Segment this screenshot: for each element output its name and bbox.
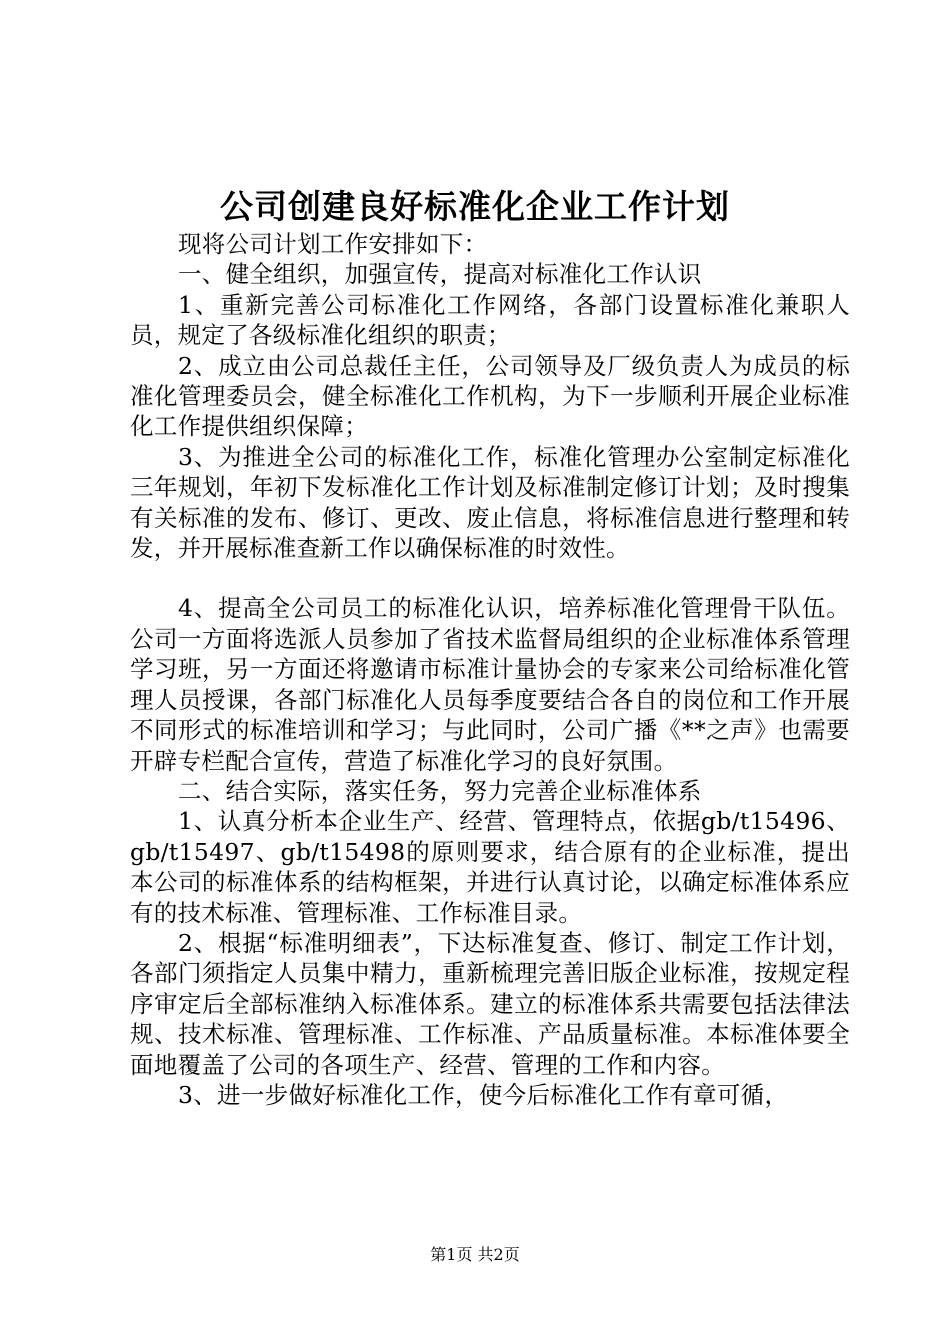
paragraph-1-1: 1、重新完善公司标准化工作网络，各部门设置标准化兼职人员，规定了各级标准化组织的职责； (130, 290, 850, 350)
paragraph-2-3: 3、进一步做好标准化工作，使今后标准化工作有章可循， (178, 1080, 789, 1109)
document-body (130, 229, 850, 1110)
page-footer: 第1页 共2页 (430, 1245, 520, 1264)
paragraph-1-2: 2、成立由公司总裁任主任，公司领导及厂级负责人为成员的标准化管理委员会，健全标准化工作机构，为下一步顺利开展企业标准化工作提供组织保障； (130, 351, 850, 441)
document-title: 公司创建良好标准化企业工作计划 (220, 187, 730, 226)
paragraph-2-2: 2、根据“标准明细表”，下达标准复查、修订、制定工作计划，各部门须指定人员集中精力，重新梳理完善旧版企业标准，按规定程序审定后全部标准纳入标准体系。建立的标准体系共需要包括法律法规、技术标准、管理标准、工作标准、产品质量标准。本标准体要全面地覆盖了公司的各项生产、经营、管理的工作和内容。 (130, 928, 850, 1079)
section-heading-1: 一、健全组织，加强宣传，提高对标准化工作认识 (178, 260, 702, 289)
paragraph-intro: 现将公司计划工作安排如下： (178, 230, 488, 258)
paragraph-1-3: 3、为推进全公司的标准化工作，标准化管理办公室制定标准化三年规划，年初下发标准化工作计划及标准制定修订计划；及时搜集有关标准的发布、修订、更改、废止信息，将标准信息进行整理和转发，并开展标准查新工作以确保标准的时效性。 (130, 442, 850, 563)
paragraph-1-4: 4、提高全公司员工的标准化认识，培养标准化管理骨干队伍。公司一方面将选派人员参加了省技术监督局组织的企业标准体系管理学习班，另一方面还将邀请市标准计量协会的专家来公司给标准化管理人员授课，各部门标准化人员每季度要结合各自的岗位和工作开展不同形式的标准培训和学习；与此同时，公司广播《**之声》也需要开辟专栏配合宣传，营造了标准化学习的良好氛围。 (130, 594, 850, 775)
section-heading-2: 二、结合实际，落实任务，努力完善企业标准体系 (178, 776, 702, 805)
paragraph-2-1: 1、认真分析本企业生产、经营、管理特点，依据gb/t15496、gb/t15497、gb/t15498的原则要求，结合原有的企业标准，提出本公司的标准体系的结构框架，并进行认真讨论，以确定标准体系应有的技术标准、管理标准、工作标准目录。 (130, 807, 850, 927)
